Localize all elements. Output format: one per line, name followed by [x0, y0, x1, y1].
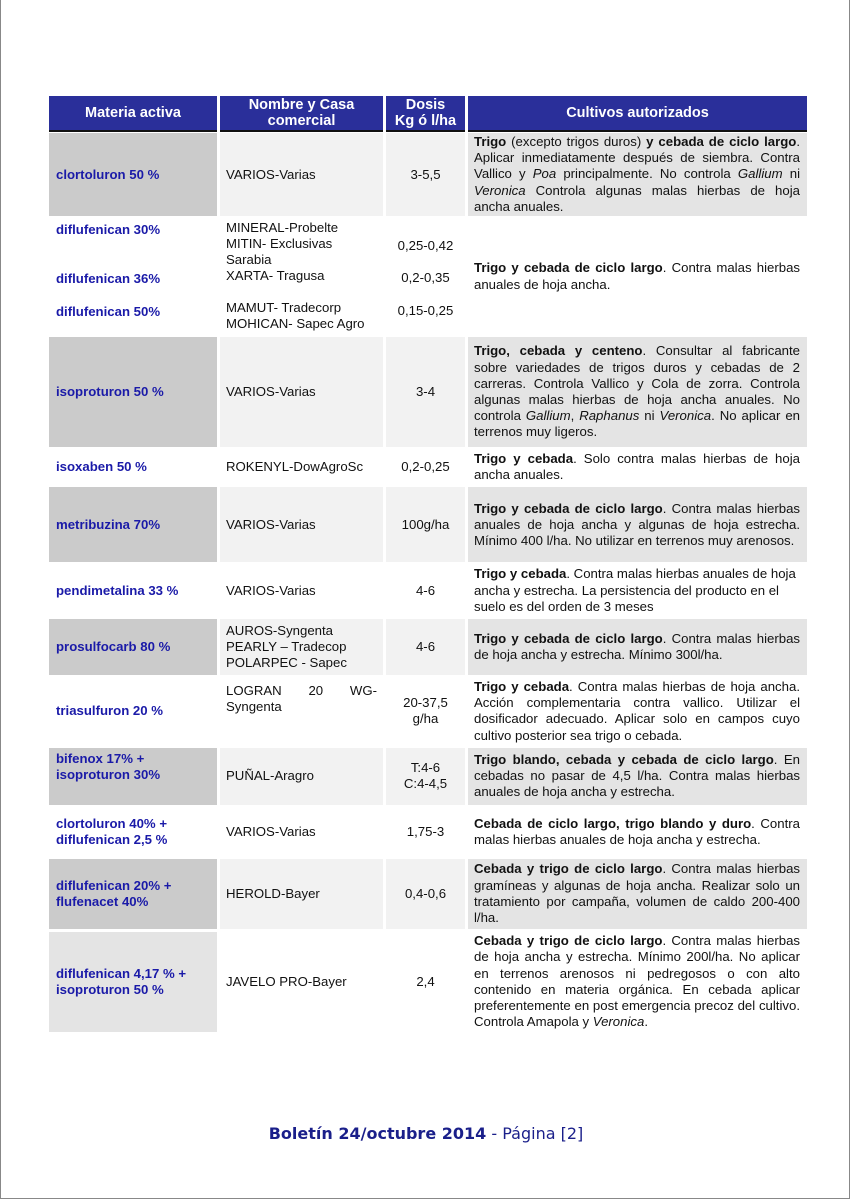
nombre-comercial-cell: ROKENYL-DowAgroSc — [220, 450, 383, 484]
cultivos-cell: Trigo y cebada de ciclo largo. Contra malas hierbas anuales de hoja ancha. — [468, 219, 807, 334]
table-row — [49, 219, 807, 334]
cultivos-cell: Cebada de ciclo largo, trigo blando y duro. Contra malas hierbas anuales de hoja ancha y estrecha. — [468, 808, 807, 856]
nombre-comercial-cell: VARIOS-Varias — [220, 565, 383, 616]
header-dosis: Dosis Kg ó l/ha — [386, 96, 465, 130]
cultivos-cell: Trigo y cebada. Contra malas hierbas de hoja ancha. Acción complementaria contra vallico. Utilizar el dosificador adecuado. Aplicar solo en campos cuyo cultivo posterior sea trigo o cebada. — [468, 678, 807, 745]
table-row — [49, 932, 807, 1032]
nombre-comercial-cell: VARIOS-Varias — [220, 808, 383, 856]
table-row — [49, 565, 807, 616]
dosis-cell: 0,4-0,6 — [386, 859, 465, 929]
dosis-cell: 0,25-0,42 0,2-0,35 0,15-0,25 — [386, 219, 465, 334]
table-row — [49, 337, 807, 447]
cultivos-cell: Cebada y trigo de ciclo largo. Contra malas hierbas gramíneas y algunas de hoja ancha. Realizar solo un tratamiento por campaña, volumen de caldo 200-400 l/ha. — [468, 859, 807, 929]
header-cultivos: Cultivos autorizados — [468, 96, 807, 130]
cultivos-cell: Trigo y cebada de ciclo largo. Contra malas hierbas de hoja ancha y estrecha. Mínimo 300l/ha. — [468, 619, 807, 675]
nombre-comercial-cell: VARIOS-Varias — [220, 487, 383, 562]
table-row — [49, 619, 807, 675]
dosis-cell: 2,4 — [386, 932, 465, 1032]
nombre-comercial-cell: AUROS-Syngenta PEARLY – Tradecop POLARPEC - Sapec — [220, 619, 383, 675]
dosis-cell: 0,2-0,25 — [386, 450, 465, 484]
cultivos-cell: Cebada y trigo de ciclo largo. Contra malas hierbas de hoja ancha y estrecha. Mínimo 200l/ha. No aplicar en terrenos arenosos ni pedregosos o con alto contenido en materia orgánica. En cebada aplicar preferentemente en post emergencia precoz del cultivo. Controla Amapola y Veronica. — [468, 932, 807, 1032]
cultivos-cell: Trigo (excepto trigos duros) y cebada de ciclo largo. Aplicar inmediatamente después de siembra. Contra Vallico y Poa principalmente. No controla Gallium ni Veronica Controla algunas malas hierbas de hoja ancha anuales. — [468, 133, 807, 216]
materia-activa-cell: diflufenican 30% diflufenican 36% diflufenican 50% — [49, 219, 217, 334]
dosis-cell: 4-6 — [386, 619, 465, 675]
header-nombre-casa: Nombre y Casa comercial — [220, 96, 383, 130]
nombre-comercial-cell: VARIOS-Varias — [220, 133, 383, 216]
materia-activa-cell: prosulfocarb 80 % — [49, 619, 217, 675]
cultivos-cell: Trigo blando, cebada y cebada de ciclo largo. En cebadas no pasar de 4,5 l/ha. Contra malas hierbas anuales de hoja ancha y estrecha. — [468, 748, 807, 805]
materia-activa-cell: metribuzina 70% — [49, 487, 217, 562]
materia-activa-cell: isoxaben 50 % — [49, 450, 217, 484]
nombre-comercial-cell: VARIOS-Varias — [220, 337, 383, 447]
materia-activa-cell: isoproturon 50 % — [49, 337, 217, 447]
table-row — [49, 859, 807, 929]
table-header-row — [49, 96, 807, 130]
dosis-cell: T:4-6 C:4-4,5 — [386, 748, 465, 805]
page-footer — [1, 1124, 850, 1143]
nombre-comercial-cell: JAVELO PRO-Bayer — [220, 932, 383, 1032]
footer-bulletin: Boletín 24/octubre 2014 — [268, 1124, 487, 1143]
materia-activa-cell: clortoluron 50 % — [49, 133, 217, 216]
cultivos-cell: Trigo y cebada de ciclo largo. Contra malas hierbas anuales de hoja ancha y algunas de hoja estrecha. Mínimo 400 l/ha. No utilizar en terrenos muy arenosos. — [468, 487, 807, 562]
cultivos-cell: Trigo, cebada y centeno. Consultar al fabricante sobre variedades de trigos duros y cebadas de 2 carreras. Controla Vallico y Cola de zorra. Controla algunas malas hierbas de hoja ancha anuales. No controla Gallium, Raphanus ni Veronica. No aplicar en terrenos muy ligeros. — [468, 337, 807, 447]
materia-activa-cell: pendimetalina 33 % — [49, 565, 217, 616]
materia-activa-cell: triasulfuron 20 % — [49, 678, 217, 745]
header-materia-activa: Materia activa — [49, 96, 217, 130]
dosis-cell: 3-4 — [386, 337, 465, 447]
cultivos-cell: Trigo y cebada. Solo contra malas hierbas de hoja ancha anuales. — [468, 450, 807, 484]
table-row — [49, 133, 807, 216]
cultivos-cell: Trigo y cebada. Contra malas hierbas anuales de hoja ancha y estrecha. La persistencia del producto en el suelo es del orden de 3 meses — [468, 565, 807, 616]
nombre-comercial-cell: LOGRAN 20 WG-Syngenta — [220, 678, 383, 745]
dosis-cell: 4-6 — [386, 565, 465, 616]
dosis-cell: 1,75-3 — [386, 808, 465, 856]
materia-activa-cell: clortoluron 40% + diflufenican 2,5 % — [49, 808, 217, 856]
nombre-comercial-cell: HEROLD-Bayer — [220, 859, 383, 929]
dosis-cell: 3-5,5 — [386, 133, 465, 216]
materia-activa-cell: diflufenican 20% + flufenacet 40% — [49, 859, 217, 929]
table-row — [49, 748, 807, 805]
materia-activa-cell: diflufenican 4,17 % + isoproturon 50 % — [49, 932, 217, 1032]
table-row — [49, 487, 807, 562]
nombre-comercial-cell: PUÑAL-Aragro — [220, 748, 383, 805]
table-row — [49, 808, 807, 856]
nombre-comercial-cell: MINERAL-Probelte MITIN- Exclusivas Sarabia XARTA- Tragusa MAMUT- Tradecorp MOHICAN- Sapec Agro — [220, 219, 383, 334]
footer-page-number: - Página [2] — [486, 1124, 584, 1143]
dosis-cell: 20-37,5 g/ha — [386, 678, 465, 745]
dosis-cell: 100g/ha — [386, 487, 465, 562]
table-row — [49, 450, 807, 484]
table-row — [49, 678, 807, 745]
herbicide-table — [46, 93, 810, 1035]
materia-activa-cell: bifenox 17% + isoproturon 30% — [49, 748, 217, 805]
